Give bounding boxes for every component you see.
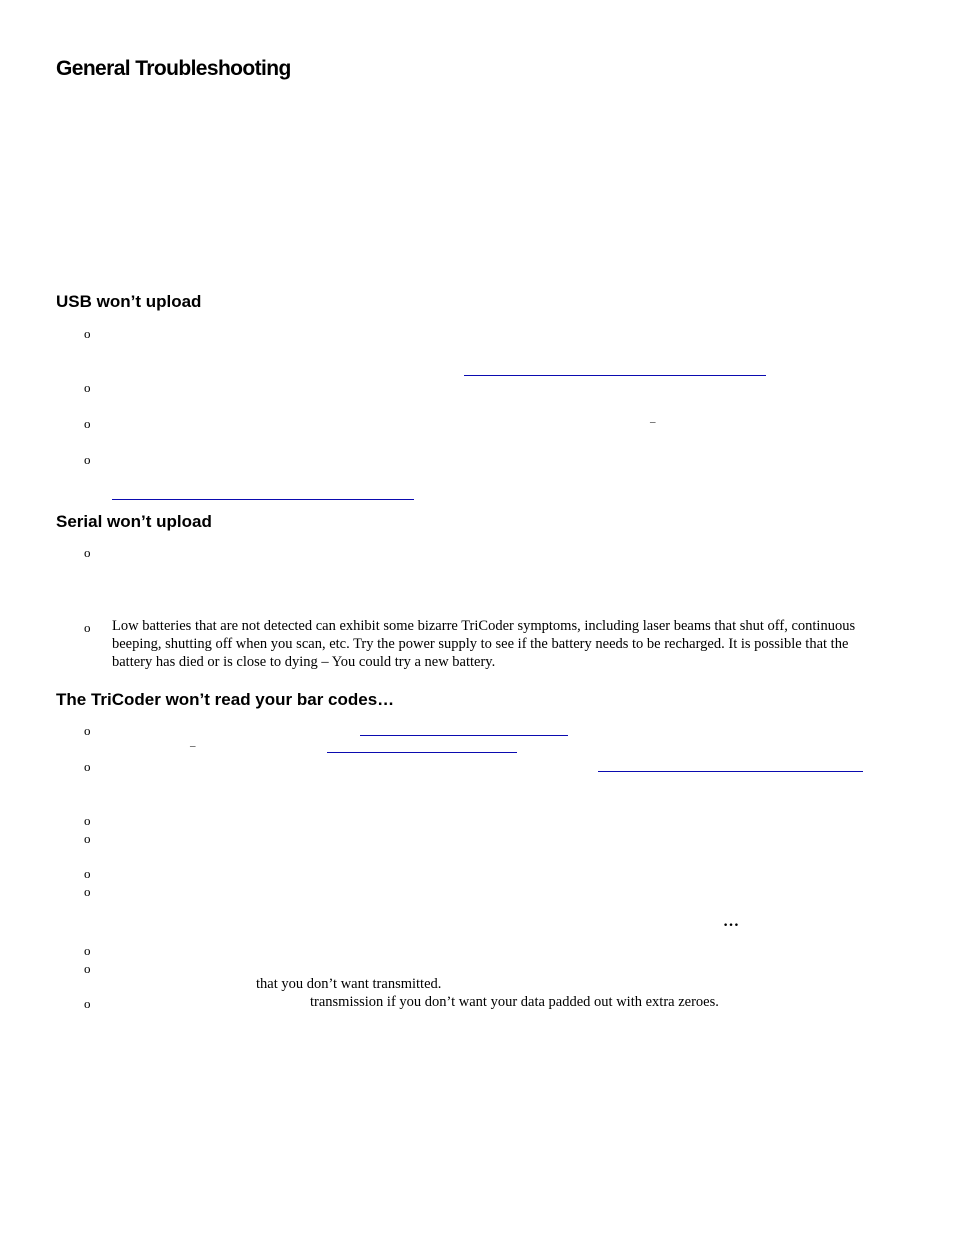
dash-glyph: – [650,416,656,428]
bullet-marker: o [84,620,91,635]
dash-glyph: – [190,740,196,752]
bullet-marker: o [84,961,91,976]
bullet-marker: o [84,996,91,1011]
bullet-marker: o [84,380,91,395]
section-heading-serial: Serial won’t upload [56,512,212,531]
text-fragment: transmission if you don’t want your data padded out with extra zeroes. [310,994,719,1010]
bullet-marker: o [84,866,91,881]
bullet-marker: o [84,545,91,560]
text-fragment: that you don’t want transmitted. [256,976,442,992]
hyperlink-underline[interactable] [360,735,568,736]
section-heading-barcodes: The TriCoder won’t read your bar codes… [56,690,395,709]
bullet-marker: o [84,759,91,774]
bullet-marker: o [84,326,91,341]
bullet-marker: o [84,416,91,431]
hyperlink-underline[interactable] [327,752,517,753]
ellipsis-text: … [723,913,739,930]
hyperlink-underline[interactable] [598,771,863,772]
battery-paragraph: Low batteries that are not detected can exhibit some bizarre TriCoder symptoms, including laser beams that shut off, continuous beeping, shutting off when you scan, etc. Try the power supply to see if the battery needs to be recharged. It is possible that the battery has died or is close to dying – You could try a new battery. [112,618,856,670]
bullet-marker: o [84,723,91,738]
hyperlink-underline[interactable] [112,499,414,500]
bullet-marker: o [84,884,91,899]
page-title: General Troubleshooting [56,57,291,80]
section-heading-usb: USB won’t upload [56,292,202,311]
bullet-marker: o [84,943,91,958]
bullet-marker: o [84,813,91,828]
hyperlink-underline[interactable] [464,375,766,376]
bullet-marker: o [84,831,91,846]
bullet-marker: o [84,452,91,467]
